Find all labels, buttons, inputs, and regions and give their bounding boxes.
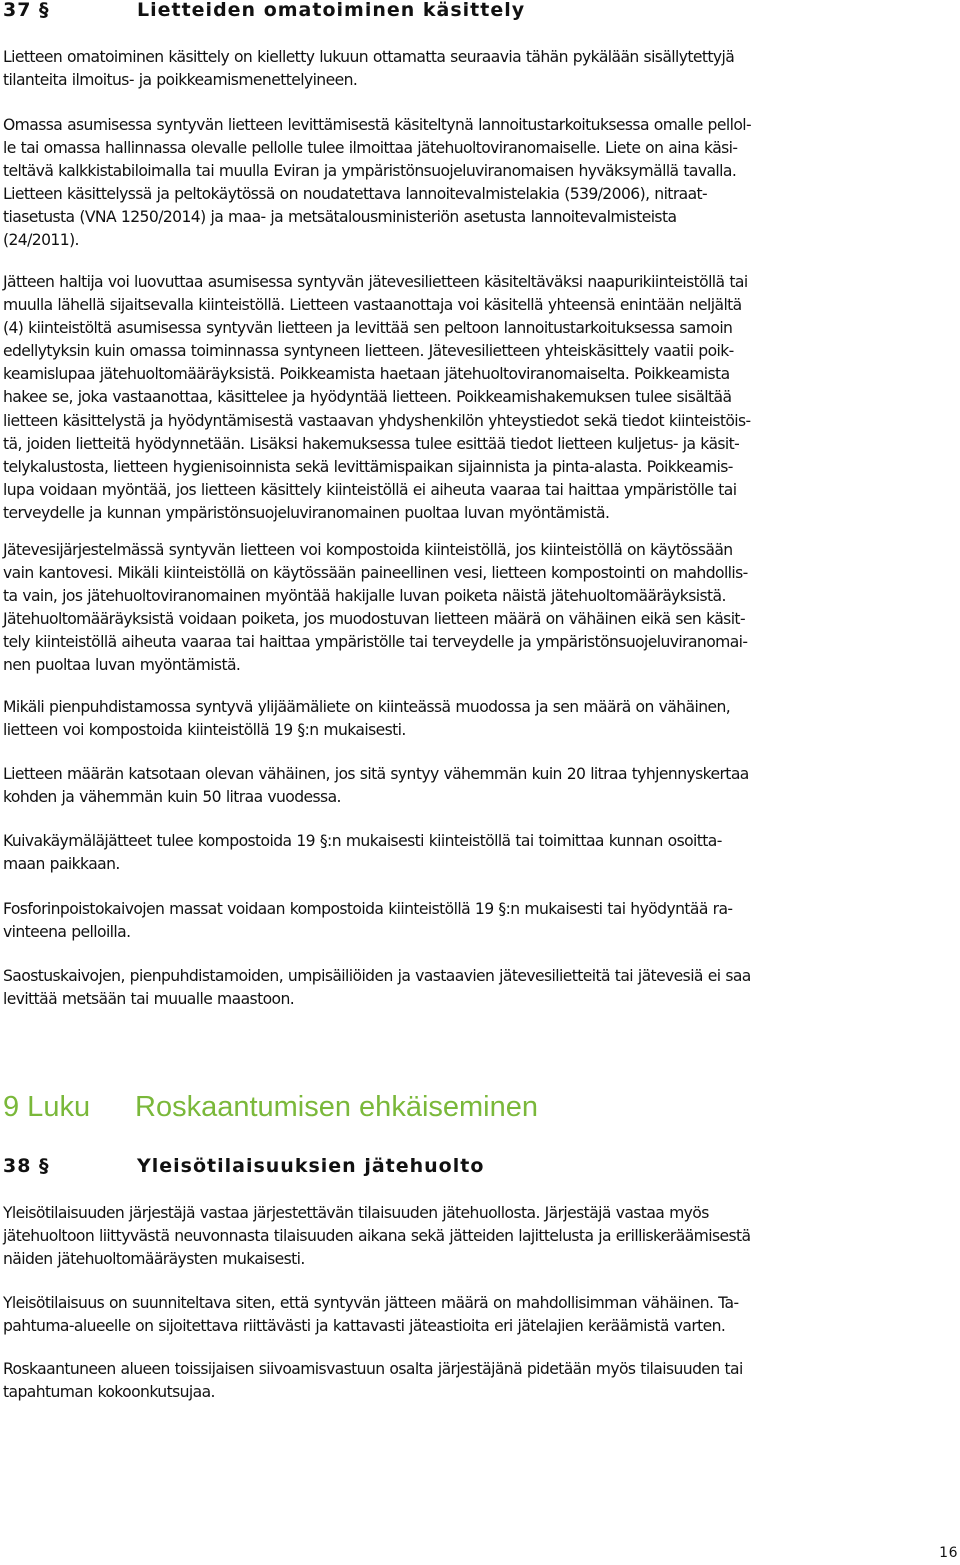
paragraph	[3, 539, 960, 678]
chapter-title: Roskaantumisen ehkäiseminen	[135, 1091, 538, 1123]
text-line: (24/2011).	[3, 231, 79, 250]
section-37-heading	[3, 0, 525, 21]
section-number: 38 §	[3, 1155, 50, 1177]
section-number: 37 §	[3, 0, 50, 21]
text-line: Roskaantuneen alueen toissijaisen siivoamisvastuun osalta järjestäjänä pidetään myös tilaisuuden tai	[3, 1360, 743, 1378]
chapter-number: 9 Luku	[3, 1091, 91, 1123]
text-line: lietteen voi kompostoida kiinteistöllä 19 §:n mukaisesti.	[3, 721, 406, 740]
text-line: nen puoltaa luvan myöntämistä.	[3, 656, 241, 675]
text-line: edellytyksin kuin omassa toiminnassa syntyneen lietteen. Jätevesilietteen yhteiskäsittely vaatii poik-	[3, 342, 734, 361]
text-line: lietteen käsittelystä ja hyödyntämisestä vastaavan yhdyshenkilön yhteystiedot sekä tiedot kiinteistöis-	[3, 411, 751, 430]
text-line: Jätteen haltija voi luovuttaa asumisessa syntyvän jätevesilietteen käsiteltäväksi naapurikiinteistöllä tai	[3, 273, 748, 291]
text-line: Fosforinpoistokaivojen massat voidaan kompostoida kiinteistöllä 19 §:n mukaisesti tai hyödyntää ra-	[3, 900, 733, 918]
paragraph	[3, 763, 960, 809]
chapter-heading	[3, 1091, 538, 1124]
section-title: Yleisötilaisuuksien jätehuolto	[137, 1155, 485, 1177]
text-line: (4) kiinteistöltä asumisessa syntyvän lietteen ja levittää sen peltoon lannoitustarkoituksessa samoin	[3, 319, 733, 338]
text-line: terveydelle ja kunnan ympäristönsuojeluviranomainen puoltaa luvan myöntämistä.	[3, 503, 610, 522]
paragraph	[3, 46, 960, 92]
text-line: tely kiinteistöllä aiheuta vaaraa tai haittaa ympäristölle tai terveydelle ja ympäristönsuojeluviranomai-	[3, 633, 748, 652]
text-line: tapahtuman kokoonkutsujaa.	[3, 1383, 215, 1402]
text-line: näiden jätehuoltomääräysten mukaisesti.	[3, 1250, 305, 1269]
section-38-heading	[3, 1155, 484, 1177]
paragraph	[3, 965, 960, 1011]
paragraph	[3, 830, 960, 876]
text-line: lupa voidaan myöntää, jos lietteen käsittely kiinteistöllä ei aiheuta vaaraa tai haittaa ympäristölle tai	[3, 480, 737, 499]
page-number: 16	[939, 1545, 958, 1561]
text-line: maan paikkaan.	[3, 855, 120, 874]
section-title: Lietteiden omatoiminen käsittely	[137, 0, 526, 21]
text-line: levittää metsään tai muualle maastoon.	[3, 990, 295, 1009]
text-line: Kuivakäymäläjätteet tulee kompostoida 19 §:n mukaisesti kiinteistöllä tai toimittaa kunnan osoitta-	[3, 832, 722, 850]
text-line: keamislupaa jätehuoltomääräyksistä. Poikkeamista haetaan jätehuoltoviranomaiselta. Poikkeamista	[3, 365, 730, 384]
text-line: le tai omassa hallinnassa olevalle pellolle tulee ilmoittaa jätehuoltoviranomaiselle. Liete on aina käsi-	[3, 139, 738, 158]
text-line: Mikäli pienpuhdistamossa syntyvä ylijäämäliete on kiinteässä muodossa ja sen määrä on vähäinen,	[3, 698, 731, 716]
paragraph	[3, 271, 960, 525]
text-line: tä, joiden lietteitä hyödynnetään. Lisäksi hakemuksessa tulee esittää tiedot lietteen kuljetus- ja käsit-	[3, 434, 740, 453]
text-line: teltävä kalkkistabiloimalla tai muulla Eviran ja ympäristönsuojeluviranomaisen hyväksymällä tavalla.	[3, 162, 737, 181]
text-line: ta vain, jos jätehuoltoviranomainen myöntää hakijalle luvan poiketa näistä jätehuoltomääräyksistä.	[3, 587, 726, 606]
text-line: vain kantovesi. Mikäli kiinteistöllä on käytössään paineellinen vesi, lietteen kompostointi on mahdollis-	[3, 564, 748, 583]
text-line: tilanteita ilmoitus- ja poikkeamismenettelyineen.	[3, 71, 358, 90]
paragraph	[3, 1358, 960, 1404]
text-line: Jätehuoltomääräyksistä voidaan poiketa, jos muodostuvan lietteen määrä on vähäinen eikä sen käsit-	[3, 610, 745, 629]
text-line: muulla lähellä sijaitsevalla kiinteistöllä. Lietteen vastaanottaja voi käsitellä yhteensä enintään neljältä	[3, 296, 742, 315]
text-line: telykalustosta, lietteen hygienisoinnista sekä levittämispaikan sijainnista ja pinta-alasta. Poikkeamis-	[3, 457, 733, 476]
text-line: Lietteen määrän katsotaan olevan vähäinen, jos sitä syntyy vähemmän kuin 20 litraa tyhjennyskertaa	[3, 765, 749, 783]
paragraph	[3, 1292, 960, 1338]
text-line: jätehuoltoon liittyvästä neuvonnasta tilaisuuden aikana sekä jätteiden lajittelusta ja erilliskeräämisestä	[3, 1227, 751, 1246]
text-line: tiasetusta (VNA 1250/2014) ja maa- ja metsätalousministeriön asetusta lannoitevalmisteista	[3, 208, 677, 227]
text-line: kohden ja vähemmän kuin 50 litraa vuodessa.	[3, 788, 341, 807]
text-line: Saostuskaivojen, pienpuhdistamoiden, umpisäiliöiden ja vastaavien jätevesilietteitä tai jätevesiä ei saa	[3, 967, 751, 985]
text-line: pahtuma-alueelle on sijoitettava riittävästi ja kattavasti jäteastioita eri jätelajien keräämistä varten.	[3, 1317, 726, 1336]
text-line: Lietteen omatoiminen käsittely on kielletty lukuun ottamatta seuraavia tähän pykälään sisällytettyjä	[3, 48, 735, 66]
text-line: Jätevesijärjestelmässä syntyvän lietteen voi kompostoida kiinteistöllä, jos kiinteistöllä on käytössään	[3, 541, 733, 559]
text-line: Yleisötilaisuus on suunniteltava siten, että syntyvän jätteen määrä on mahdollisimman vähäinen. Ta-	[3, 1294, 739, 1312]
paragraph	[3, 1202, 960, 1271]
text-line: Yleisötilaisuuden järjestäjä vastaa järjestettävän tilaisuuden jätehuollosta. Järjestäjä vastaa myös	[3, 1204, 709, 1222]
paragraph	[3, 114, 960, 253]
paragraph	[3, 696, 960, 742]
paragraph	[3, 898, 960, 944]
text-line: vinteena pelloilla.	[3, 923, 131, 942]
text-line: Lietteen käsittelyssä ja peltokäytössä on noudatettava lannoitevalmistelakia (539/2006), nitraat-	[3, 185, 708, 204]
text-line: hakee se, joka vastaanottaa, käsittelee ja hyödyntää lietteen. Poikkeamishakemuksen tulee sisältää	[3, 388, 732, 407]
text-line: Omassa asumisessa syntyvän lietteen levittämisestä käsiteltynä lannoitustarkoituksessa omalle pellol-	[3, 116, 752, 134]
